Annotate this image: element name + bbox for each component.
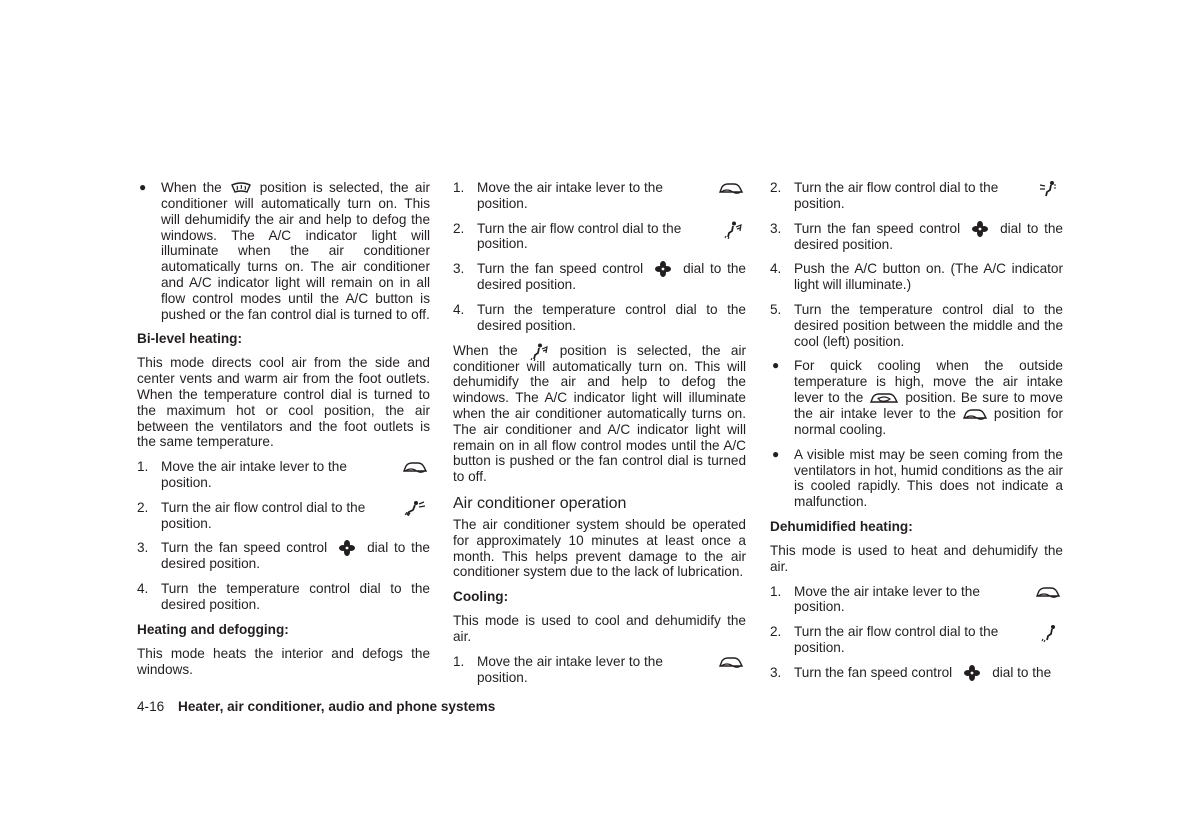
heading-bilevel-heating: Bi-level heating: [137, 331, 242, 347]
step-item: 2. Turn the air flow control dial to the position. [137, 500, 430, 532]
bullet-mark: ● [772, 358, 780, 373]
step-item: 1. Move the air intake lever to the position. [453, 180, 746, 212]
bullet-mark: ● [139, 180, 147, 194]
outside-air-icon [718, 654, 744, 670]
bullet-visible-mist: ● A visible mist may be seen coming from the ventilators in hot, humid conditions as the air is cooled rapidly. This does not indicate a malfunction. [772, 446, 1063, 510]
step-item: 1. Move the air intake lever to the position. [770, 584, 1063, 616]
fan-icon [964, 665, 980, 681]
para-floor-defrost-info: When the position is selected, the air conditioner will automatically turn on. This will dehumidify the air and help to defog the windows. The A/C indicator light will illuminate when the air conditioner automatically turns on. The air conditioner and A/C indicator light will remain on in all flow control modes until the A/C button is pushed or the fan control dial is turned to off. [453, 342, 746, 485]
step-item: 5. Turn the temperature control dial to the desired position between the middle and the cool (left) position. [770, 301, 1063, 349]
heading-dehumidified-heating: Dehumidified heating: [770, 518, 913, 534]
floor-defrost-icon [724, 221, 742, 237]
para-cooling: This mode is used to cool and dehumidify the air. [453, 613, 746, 644]
page-footer [137, 699, 495, 714]
column-2 [453, 180, 746, 694]
recirculate-icon [869, 390, 899, 406]
foot-icon [1041, 624, 1057, 640]
outside-air-icon [402, 459, 428, 475]
fan-icon [972, 221, 988, 237]
para-ac-operation: The air conditioner system should be operated for approximately 10 minutes at least once a month. This helps prevent damage to the air conditioner system due to the lack of lubrication. [453, 516, 746, 580]
heading-heating-defogging: Heating and defogging: [137, 621, 289, 637]
step-item: 2. Turn the air flow control dial to the position. [770, 180, 1063, 212]
step-item: 3. Turn the fan speed control dial to the desired position. [453, 261, 746, 293]
vent-icon [1039, 180, 1057, 196]
footer-title: Heater, air conditioner, audio and phone systems [178, 699, 496, 714]
fan-icon [339, 540, 355, 556]
para-bilevel: This mode directs cool air from the side and center vents and warm air from the foot outlets. When the temperature control dial is turned to the maximum hot or cool position, the air between the ventilators and the foot outlets is the same temperature. [137, 355, 430, 450]
column-3 [770, 180, 1063, 690]
defrost-icon [230, 180, 252, 196]
column-1 [137, 180, 430, 686]
bilevel-icon [404, 500, 426, 516]
step-item: 3. Turn the fan speed control dial to the [770, 664, 1052, 680]
floor-defrost-icon [530, 343, 548, 359]
bullet-quick-cooling: ● For quick cooling when the outside temperature is high, move the air intake lever to the position. Be sure to move the air intake lever to the position for normal cooling. [772, 358, 1063, 437]
step-item: 1. Move the air intake lever to the position. [453, 654, 746, 686]
heading-cooling: Cooling: [453, 589, 509, 605]
step-item: 4. Turn the temperature control dial to the desired position. [137, 581, 430, 612]
para-heating-defogging: This mode heats the interior and defogs the windows. [137, 645, 430, 677]
step-item: 4. Push the A/C button on. (The A/C indicator light will illuminate.) [770, 261, 1063, 293]
step-item: 2. Turn the air flow control dial to the position. [770, 624, 1063, 656]
step-item: 1. Move the air intake lever to the position. [137, 459, 430, 491]
outside-air-icon [718, 180, 744, 196]
fan-icon [655, 261, 671, 277]
outside-air-icon [1035, 584, 1061, 600]
bullet-mark: ● [772, 446, 780, 461]
bullet-defrost-info: ● When the position is selected, the air conditioner will automatically turn on. This will dehumidify the air and help to defog the windows. The A/C indicator light will illuminate when the air conditioner automatically turns on. The air conditioner and A/C indicator light will remain on in all flow control modes until the A/C button is pushed or the fan control dial is turned to off. [139, 180, 430, 322]
step-item: 3. Turn the fan speed control dial to the desired position. [137, 540, 430, 572]
section-title-ac-operation: Air conditioner operation [453, 494, 627, 512]
step-item: 2. Turn the air flow control dial to the position. [453, 221, 746, 253]
outside-air-icon [962, 406, 988, 422]
page-number: 4-16 [137, 699, 165, 714]
step-item: 4. Turn the temperature control dial to the desired position. [453, 301, 746, 333]
step-item: 3. Turn the fan speed control dial to the desired position. [770, 220, 1063, 252]
para-dehumidified-heating: This mode is used to heat and dehumidify the air. [770, 542, 1063, 574]
